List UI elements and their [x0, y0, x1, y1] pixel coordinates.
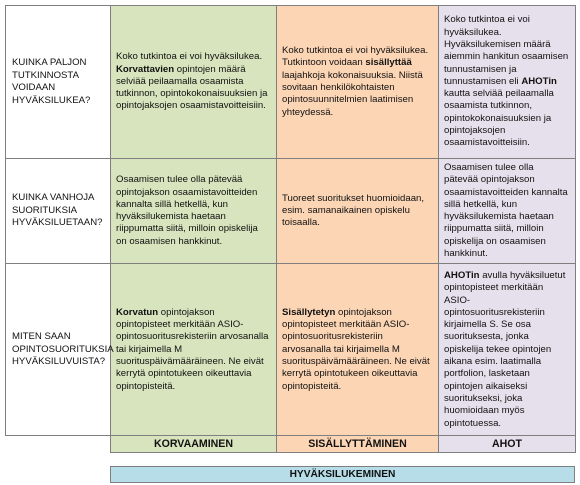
hyvaksilukeminen-table — [5, 5, 576, 453]
ahot-cell: Osaamisen tulee olla pätevää opintojakson osaamistavoitteiden kannalta sillä hetkellä, kun hyväksilukemista haetaan riippumatta siitä, milloin opiskelija on osaamisen hankkinut. — [439, 159, 576, 264]
ahot-cell: AHOTin avulla hyväksiluetut opintopisteet merkitään ASIO-opintosuoritusrekisteriin kirjaimella S. Se osa suorituksesta, jonka opiskelija tekee opintojen aikana esim. laatimalla portfolion, lasketaan opintojen aikaiseksi suoritukseksi, joka huomioidaan myös opintotuessa. — [439, 264, 576, 436]
column-header-korvaaminen: KORVAAMINEN — [111, 436, 277, 453]
column-header-row — [6, 436, 576, 453]
question-cell: KUINKA VANHOJA SUORITUKSIA HYVÄKSILUETAAN? — [6, 159, 111, 264]
korvaaminen-cell: Korvatun opintojakson opintopisteet merkitään ASIO-opintosuoritusrekisteriin arvosanalla tai kirjaimella M suorituspäivämääräineen. Ne eivät kerrytä opintotukeen oikeuttavia opintopisteitä. — [111, 264, 277, 436]
question-cell: MITEN SAAN OPINTOSUORITUKSIA HYVÄKSILUVUISTA? — [6, 264, 111, 436]
column-header-ahot: AHOT — [439, 436, 576, 453]
korvaaminen-cell: Osaamisen tulee olla pätevää opintojakson osaamistavoitteiden kannalta sillä hetkellä, kun hyväksilukemista haetaan riippumatta siitä, milloin opiskelija on osaamisen hankkinut. — [111, 159, 277, 264]
footer-label: HYVÄKSILUKEMINEN — [110, 466, 575, 483]
question-cell: KUINKA PALJON TUTKINNOSTA VOIDAAN HYVÄKSILUKEA? — [6, 6, 111, 159]
table-row — [6, 264, 576, 436]
table-row — [6, 6, 576, 159]
column-header-sisallyttaminen: SISÄLLYTTÄMINEN — [277, 436, 439, 453]
ahot-cell: Koko tutkintoa ei voi hyväksilukea. Hyväksilukemisen määrä aiemmin hankitun osaamisen tunnustamisen ja tunnustamisen eli AHOTin kautta selviää peilaamalla osaamista tutkinnon, opintokokonaisuuksien ja opintojaksojen osaamistavoitteisiin. — [439, 6, 576, 159]
empty-corner — [6, 436, 111, 453]
sisallyttaminen-cell: Koko tutkintoa ei voi hyväksilukea. Tutkintoon voidaan sisällyttää laajahkoja kokonaisuuksia. Niistä sovitaan henkilökohtaisten opintosuunnitelmien laatimisen yhteydessä. — [277, 6, 439, 159]
korvaaminen-cell: Koko tutkintoa ei voi hyväksilukea. Korvattavien opintojen määrä selviää peilaamalla osaamista tutkinnon, opintokokonaisuuksien ja opintojaksojen osaamistavoitteisiin. — [111, 6, 277, 159]
sisallyttaminen-cell: Sisällytetyn opintojakson opintopisteet merkitään ASIO-opintosuoritusrekisteriin arvosanalla tai kirjaimella M suorituspäivämääräineen. Ne eivät kerrytä opintotukeen oikeuttavia opintopisteitä. — [277, 264, 439, 436]
sisallyttaminen-cell: Tuoreet suoritukset huomioidaan, esim. samanaikainen opiskelu toisaalla. — [277, 159, 439, 264]
table-row — [6, 159, 576, 264]
